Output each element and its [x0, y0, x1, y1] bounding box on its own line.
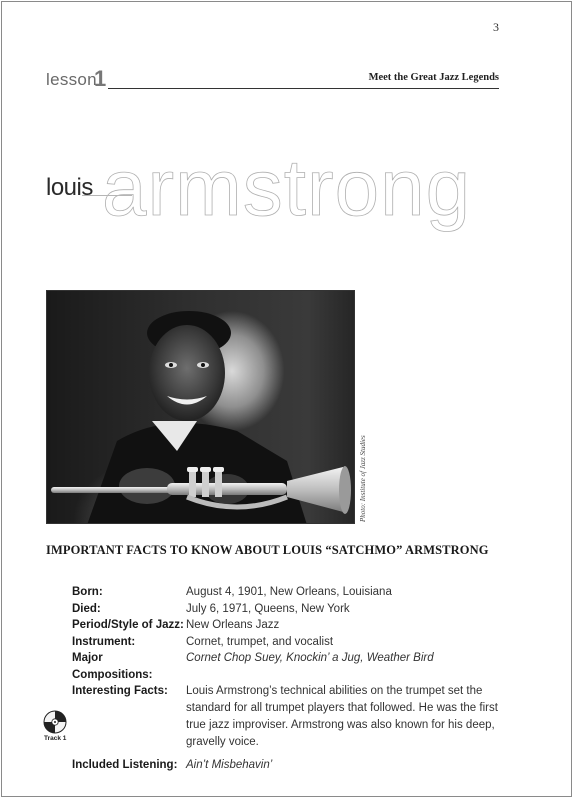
facts-heading: IMPORTANT FACTS TO KNOW ABOUT LOUIS “SATCHMO” ARMSTRONG — [46, 543, 489, 557]
facts-table — [72, 584, 512, 774]
cd-icon — [43, 710, 67, 734]
fact-value: New Orleans Jazz — [186, 619, 280, 631]
photo-illustration — [47, 291, 355, 524]
artist-last-name: armstrong — [102, 143, 472, 232]
header-rule — [108, 88, 499, 89]
fact-value: Cornet Chop Suey, Knockin’ a Jug, Weather Bird — [186, 652, 434, 664]
section-title: Meet the Great Jazz Legends — [368, 72, 499, 83]
fact-row-died — [72, 601, 512, 618]
fact-row-interesting — [72, 683, 512, 751]
fact-label: Born: — [72, 586, 103, 598]
fact-row-period — [72, 617, 512, 634]
fact-value: August 4, 1901, New Orleans, Louisiana — [186, 586, 392, 598]
artist-first-name: louis — [46, 174, 93, 201]
lesson-number: 1 — [94, 66, 107, 91]
fact-label: Period/Style of Jazz: — [72, 619, 184, 631]
fact-row-listening — [72, 757, 512, 774]
fact-value: Cornet, trumpet, and vocalist — [186, 635, 334, 648]
fact-row-compositions — [72, 650, 512, 683]
fact-value: July 6, 1971, Queens, New York — [186, 602, 350, 615]
lesson-word: lesson — [46, 70, 97, 89]
fact-label: Interesting Facts: — [72, 685, 168, 697]
lesson-header — [46, 66, 499, 94]
fact-label: Included Listening: — [72, 759, 178, 771]
fact-label: Died: — [72, 602, 101, 615]
page-number: 3 — [493, 20, 499, 34]
fact-label: Instrument: — [72, 635, 136, 648]
track-label: Track 1 — [44, 735, 67, 742]
fact-row-instrument — [72, 634, 512, 651]
artist-photo — [46, 290, 355, 524]
photo-credit: Photo: Institute of Jazz Studies — [359, 435, 367, 522]
fact-row-born — [72, 584, 512, 601]
fact-value: Louis Armstrong’s technical abilities on the trumpet set the standard for all trumpet players that followed. He was the first true jazz improviser. Armstrong was also known for his deep, gravelly voice. — [186, 685, 498, 748]
fact-label: Major Compositions: — [72, 652, 153, 681]
fact-value: Ain’t Misbehavin’ — [186, 759, 273, 771]
artist-name-title — [46, 143, 486, 232]
